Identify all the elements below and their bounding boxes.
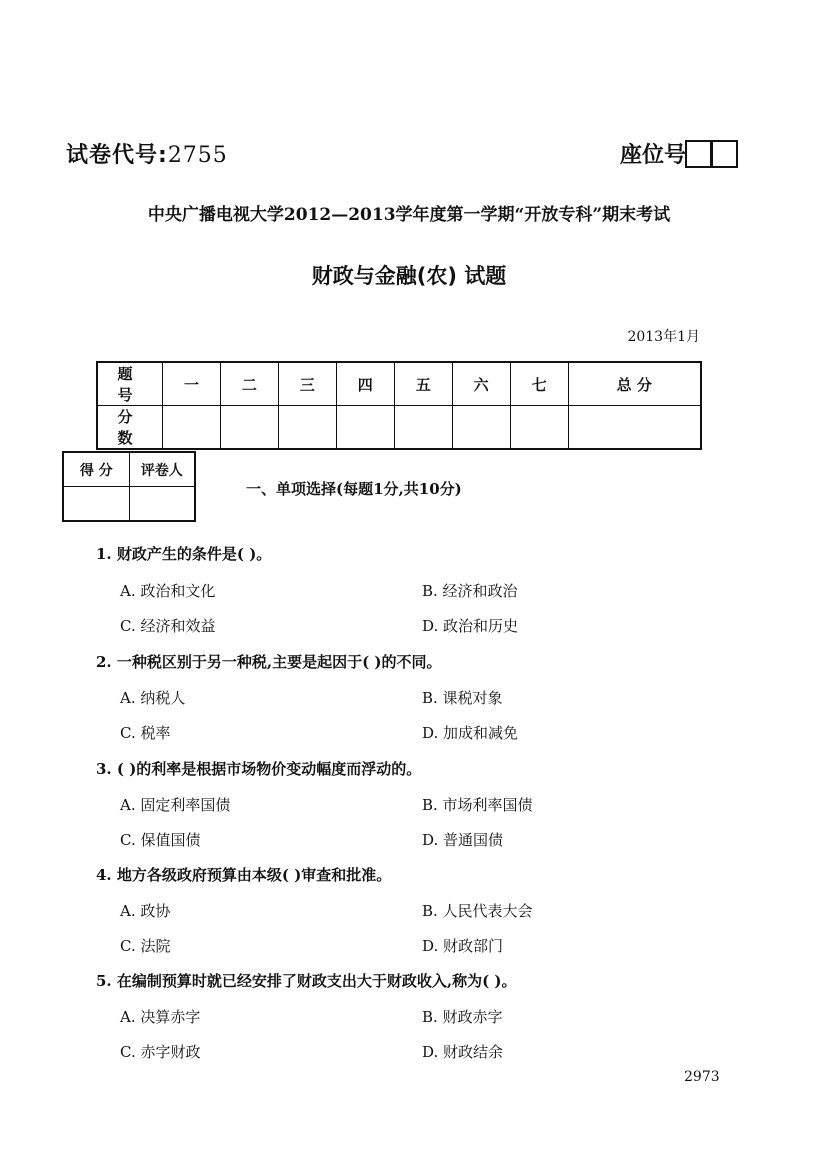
- grader-score-label: 得 分: [63, 452, 129, 487]
- option-a: A. 政协: [120, 902, 171, 920]
- question-stem: 2. 一种税区别于另一种税,主要是起因于( )的不同。: [96, 653, 442, 671]
- score-table-cell: 五: [394, 362, 452, 406]
- score-table-cell: 六: [452, 362, 510, 406]
- paper-code-label: 试卷代号:: [66, 143, 168, 168]
- grader-name-label: 评卷人: [129, 452, 195, 487]
- page-number: 2973: [684, 1069, 720, 1085]
- score-entry-cell[interactable]: [163, 406, 221, 450]
- score-table: [96, 361, 702, 450]
- paper-title: 财政与金融(农) 试题: [311, 264, 507, 288]
- option-b: B. 人民代表大会: [422, 902, 533, 920]
- score-entry-cell[interactable]: [220, 406, 278, 450]
- score-table-cell: 二: [220, 362, 278, 406]
- score-entry-cell[interactable]: [568, 406, 701, 450]
- seat-number-label: 座位号: [619, 143, 686, 168]
- option-d: D. 普通国债: [422, 831, 504, 849]
- seat-box-1[interactable]: [685, 140, 712, 168]
- option-a: A. 决算赤字: [120, 1008, 201, 1026]
- question-stem: 3. ( )的利率是根据市场物价变动幅度而浮动的。: [96, 760, 422, 778]
- option-c: C. 经济和效益: [120, 617, 216, 635]
- paper-code: [66, 138, 228, 169]
- question-stem: 4. 地方各级政府预算由本级( )审查和批准。: [96, 866, 392, 884]
- score-table-score-row: [97, 406, 701, 450]
- option-c: C. 税率: [120, 724, 171, 742]
- question-stem: 1. 财政产生的条件是( )。: [96, 545, 272, 563]
- exam-title: 中央广播电视大学2012—2013学年度第一学期“开放专科”期末考试: [147, 205, 671, 225]
- grader-name-entry[interactable]: [129, 487, 195, 522]
- option-c: C. 法院: [120, 937, 171, 955]
- seat-number: [620, 138, 738, 169]
- score-entry-cell[interactable]: [278, 406, 336, 450]
- score-entry-cell[interactable]: [336, 406, 394, 450]
- option-c: C. 赤字财政: [120, 1043, 201, 1061]
- option-d: D. 财政结余: [422, 1043, 504, 1061]
- option-a: A. 固定利率国债: [120, 796, 231, 814]
- seat-box-2[interactable]: [711, 140, 738, 168]
- paper-code-value: 2755: [167, 143, 228, 168]
- score-table-cell: 总 分: [568, 362, 701, 406]
- score-table-cell: 三: [278, 362, 336, 406]
- option-d: D. 财政部门: [422, 937, 504, 955]
- option-b: B. 课税对象: [422, 689, 503, 707]
- option-b: B. 市场利率国债: [422, 796, 533, 814]
- score-table-cell: 题 号: [97, 362, 163, 406]
- score-entry-cell[interactable]: [452, 406, 510, 450]
- option-b: B. 财政赤字: [422, 1008, 503, 1026]
- exam-date: 2013年1月: [627, 329, 700, 345]
- option-c: C. 保值国债: [120, 831, 201, 849]
- section-title: 一、单项选择(每题1分,共10分): [246, 480, 462, 498]
- option-b: B. 经济和政治: [422, 582, 518, 600]
- score-entry-cell[interactable]: [510, 406, 568, 450]
- score-table-header-row: [97, 362, 701, 406]
- grader-table: [62, 451, 196, 522]
- option-d: D. 政治和历史: [422, 617, 519, 635]
- option-a: A. 纳税人: [120, 689, 186, 707]
- score-table-cell: 分 数: [97, 406, 163, 450]
- grader-score-entry[interactable]: [63, 487, 129, 522]
- question-stem: 5. 在编制预算时就已经安排了财政支出大于财政收入,称为( )。: [96, 972, 517, 990]
- score-table-cell: 七: [510, 362, 568, 406]
- score-table-cell: 四: [336, 362, 394, 406]
- option-d: D. 加成和减免: [422, 724, 519, 742]
- score-table-cell: 一: [163, 362, 221, 406]
- score-entry-cell[interactable]: [394, 406, 452, 450]
- option-a: A. 政治和文化: [120, 582, 216, 600]
